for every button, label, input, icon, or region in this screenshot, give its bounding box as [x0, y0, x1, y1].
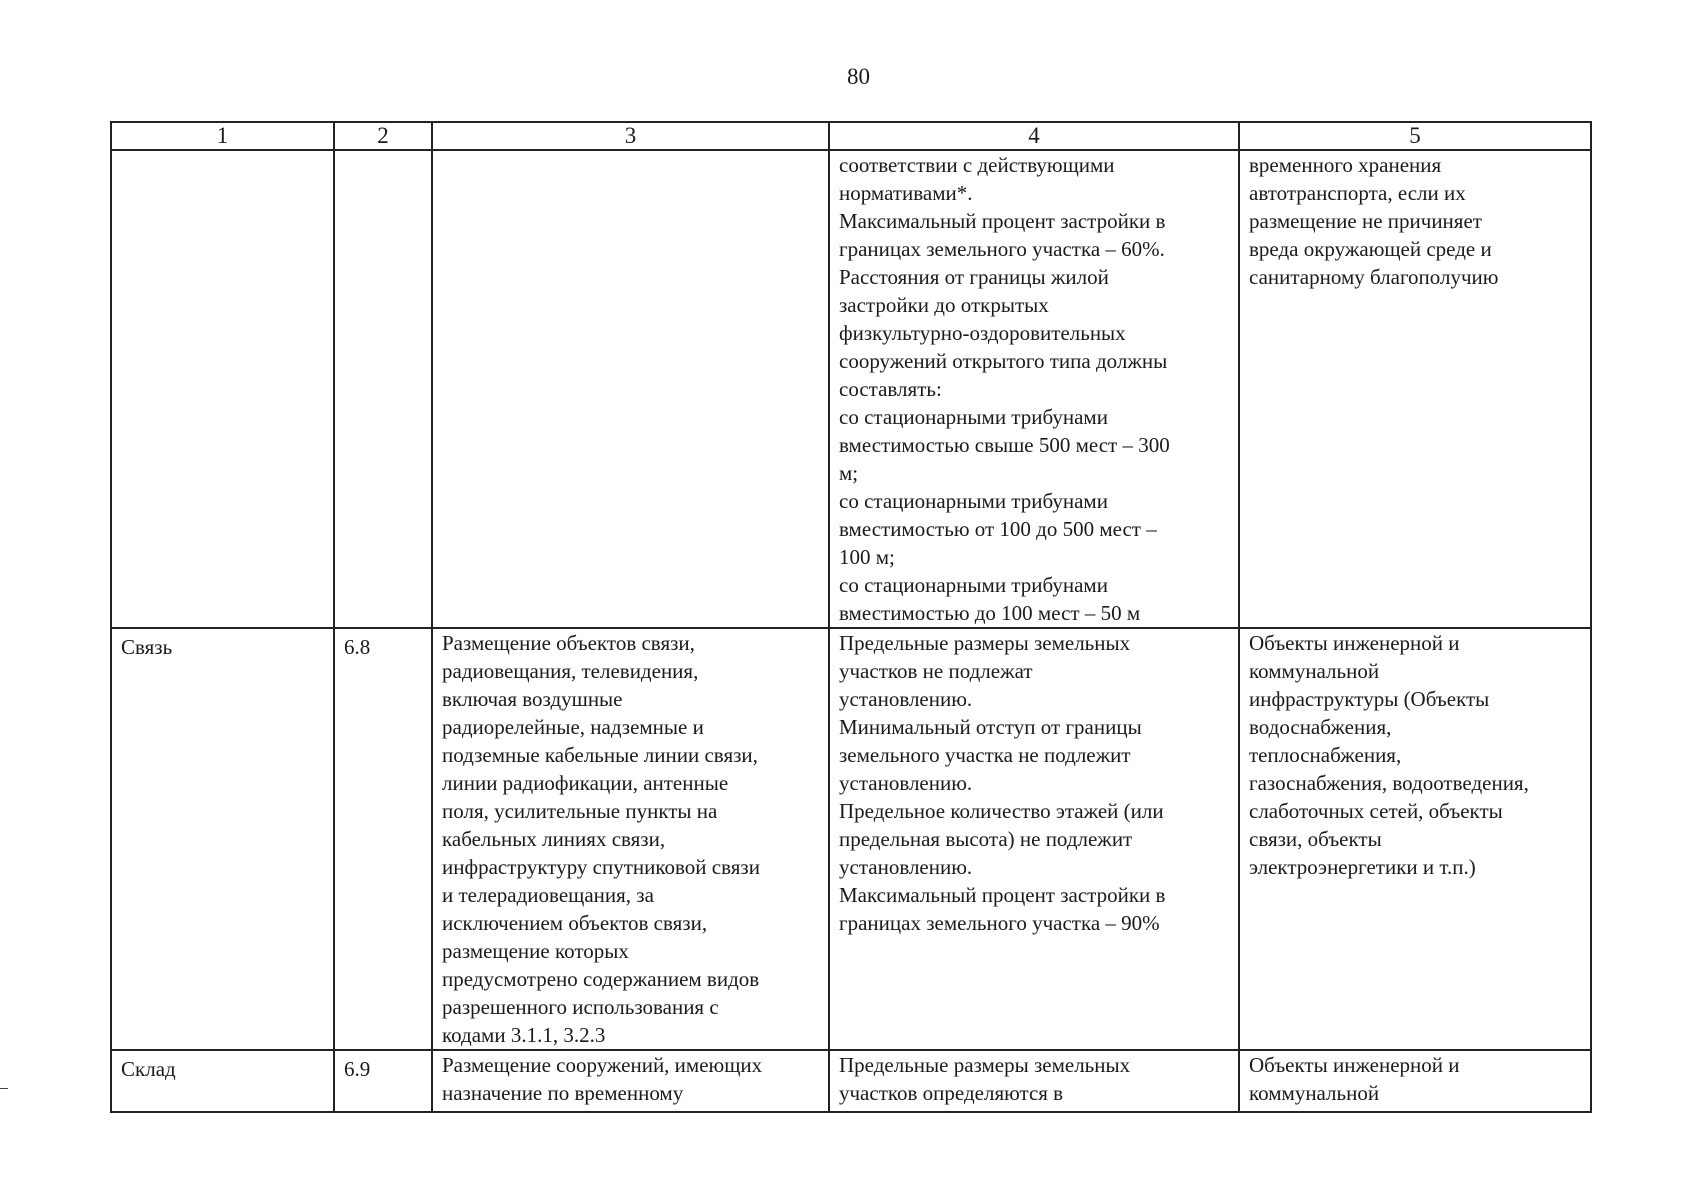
cell-text-line: линии радиофикации, антенные [442, 771, 729, 795]
cell-text-line: поля, усилительные пункты на [442, 799, 718, 823]
header-col-3: 3 [432, 122, 829, 150]
cell-text-line: со стационарными трибунами [839, 573, 1108, 597]
cell-text-line: электроэнергетики и т.п.) [1249, 855, 1476, 879]
cell-text-line: Предельные размеры земельных [839, 631, 1131, 655]
cell-text-line: установлению. [839, 855, 973, 879]
header-col-1: 1 [111, 122, 334, 150]
scan-edge-mark [0, 1088, 8, 1089]
cell-text-line: теплоснабжения, [1249, 743, 1402, 767]
cell-text-line: радиорелейные, надземные и [442, 715, 704, 739]
cell-text-line: Расстояния от границы жилой [839, 265, 1109, 289]
cell-text-line: инфраструктуру спутниковой связи [442, 855, 760, 879]
page-number: 80 [847, 64, 870, 89]
cell-text-line: кодами 3.1.1, 3.2.3 [442, 1023, 606, 1047]
table-row-svyaz [111, 628, 1591, 1050]
cell-text-line: автотранспорта, если их [1249, 181, 1466, 205]
cell-text-line: инфраструктуры (Объекты [1249, 687, 1490, 711]
cell-text-line: коммунальной [1249, 659, 1380, 683]
cell-text-line: 100 м; [839, 545, 895, 569]
cell-text-line: установлению. [839, 771, 973, 795]
cell-description [432, 1050, 829, 1112]
cell-text-line: санитарному благополучию [1249, 265, 1499, 289]
cell-text-line: водоснабжения, [1249, 715, 1392, 739]
cell-text-line: радиовещания, телевидения, [442, 659, 699, 683]
cell-code [334, 628, 432, 1050]
cell-text-line: соответствии с действующими [839, 153, 1115, 177]
cell-text-line: Объекты инженерной и [1249, 631, 1460, 655]
cell-text-line: со стационарными трибунами [839, 489, 1108, 513]
header-col-4: 4 [829, 122, 1239, 150]
cell-text-line: Максимальный процент застройки в [839, 883, 1166, 907]
cell-use-type [111, 150, 334, 628]
cell-text-line: Объекты инженерной и [1249, 1053, 1460, 1077]
cell-text-line: нормативами*. [839, 181, 973, 205]
cell-text-line: Минимальный отступ от границы [839, 715, 1142, 739]
header-row [111, 122, 1591, 150]
cell-text-line: включая воздушные [442, 687, 623, 711]
cell-text-line: земельного участка не подлежит [839, 743, 1131, 767]
cell-text-line: кабельных линиях связи, [442, 827, 666, 851]
cell-text-line: Предельное количество этажей (или [839, 799, 1164, 823]
cell-text-line: вместимостью свыше 500 мест – 300 [839, 433, 1170, 457]
cell-text-line: границах земельного участка – 90% [839, 911, 1160, 935]
cell-text-line: предусмотрено содержанием видов [442, 967, 760, 991]
table-row-continuation [111, 150, 1591, 628]
cell-text-line: 6.9 [344, 1057, 371, 1081]
cell-text-line: участков определяются в [839, 1081, 1064, 1105]
cell-text-line: Размещение сооружений, имеющих [442, 1053, 763, 1077]
cell-text-line: Максимальный процент застройки в [839, 209, 1166, 233]
cell-text-line: установлению. [839, 687, 973, 711]
cell-text-line: и телерадиовещания, за [442, 883, 654, 907]
cell-text-line: разрешенного использования с [442, 995, 719, 1019]
cell-code [334, 150, 432, 628]
cell-text-line: Предельные размеры земельных [839, 1053, 1131, 1077]
cell-text-line: коммунальной [1249, 1081, 1380, 1105]
cell-auxiliary-uses [1239, 628, 1591, 1050]
cell-text-line: газоснабжения, водоотведения, [1249, 771, 1529, 795]
cell-parameters [829, 150, 1239, 628]
cell-text-line: предельная высота) не подлежит [839, 827, 1133, 851]
cell-text-line: со стационарными трибунами [839, 405, 1108, 429]
cell-text-line: застройки до открытых [839, 293, 1049, 317]
cell-text-line: временного хранения [1249, 153, 1442, 177]
cell-parameters [829, 1050, 1239, 1112]
cell-text-line: Размещение объектов связи, [442, 631, 695, 655]
cell-text-line: сооружений открытого типа должны [839, 349, 1168, 373]
cell-text-line: границах земельного участка – 60%. [839, 237, 1165, 261]
cell-parameters [829, 628, 1239, 1050]
cell-description [432, 150, 829, 628]
header-col-2: 2 [334, 122, 432, 150]
cell-text-line: размещение которых [442, 939, 629, 963]
cell-text-line: Склад [121, 1057, 176, 1081]
cell-text-line: вреда окружающей среде и [1249, 237, 1492, 261]
cell-text-line: размещение не причиняет [1249, 209, 1482, 233]
cell-use-type [111, 1050, 334, 1112]
cell-text-line: вместимостью от 100 до 500 мест – [839, 517, 1157, 541]
cell-code [334, 1050, 432, 1112]
cell-text-line: слаботочных сетей, объекты [1249, 799, 1503, 823]
cell-auxiliary-uses [1239, 1050, 1591, 1112]
header-col-5: 5 [1239, 122, 1591, 150]
cell-text-line: вместимостью до 100 мест – 50 м [839, 601, 1141, 625]
cell-auxiliary-uses [1239, 150, 1591, 628]
cell-text-line: связи, объекты [1249, 827, 1382, 851]
cell-text-line: Связь [121, 635, 173, 659]
cell-text-line: 6.8 [344, 635, 371, 659]
cell-text-line: составлять: [839, 377, 942, 401]
land-use-table [110, 121, 1592, 1113]
cell-text-line: участков не подлежат [839, 659, 1033, 683]
cell-text-line: назначение по временному [442, 1081, 684, 1105]
cell-text-line: подземные кабельные линии связи, [442, 743, 758, 767]
cell-text-line: м; [839, 461, 859, 485]
cell-description [432, 628, 829, 1050]
table-row-sklad [111, 1050, 1591, 1112]
cell-text-line: исключением объектов связи, [442, 911, 708, 935]
cell-text-line: физкультурно-оздоровительных [839, 321, 1126, 345]
cell-use-type [111, 628, 334, 1050]
